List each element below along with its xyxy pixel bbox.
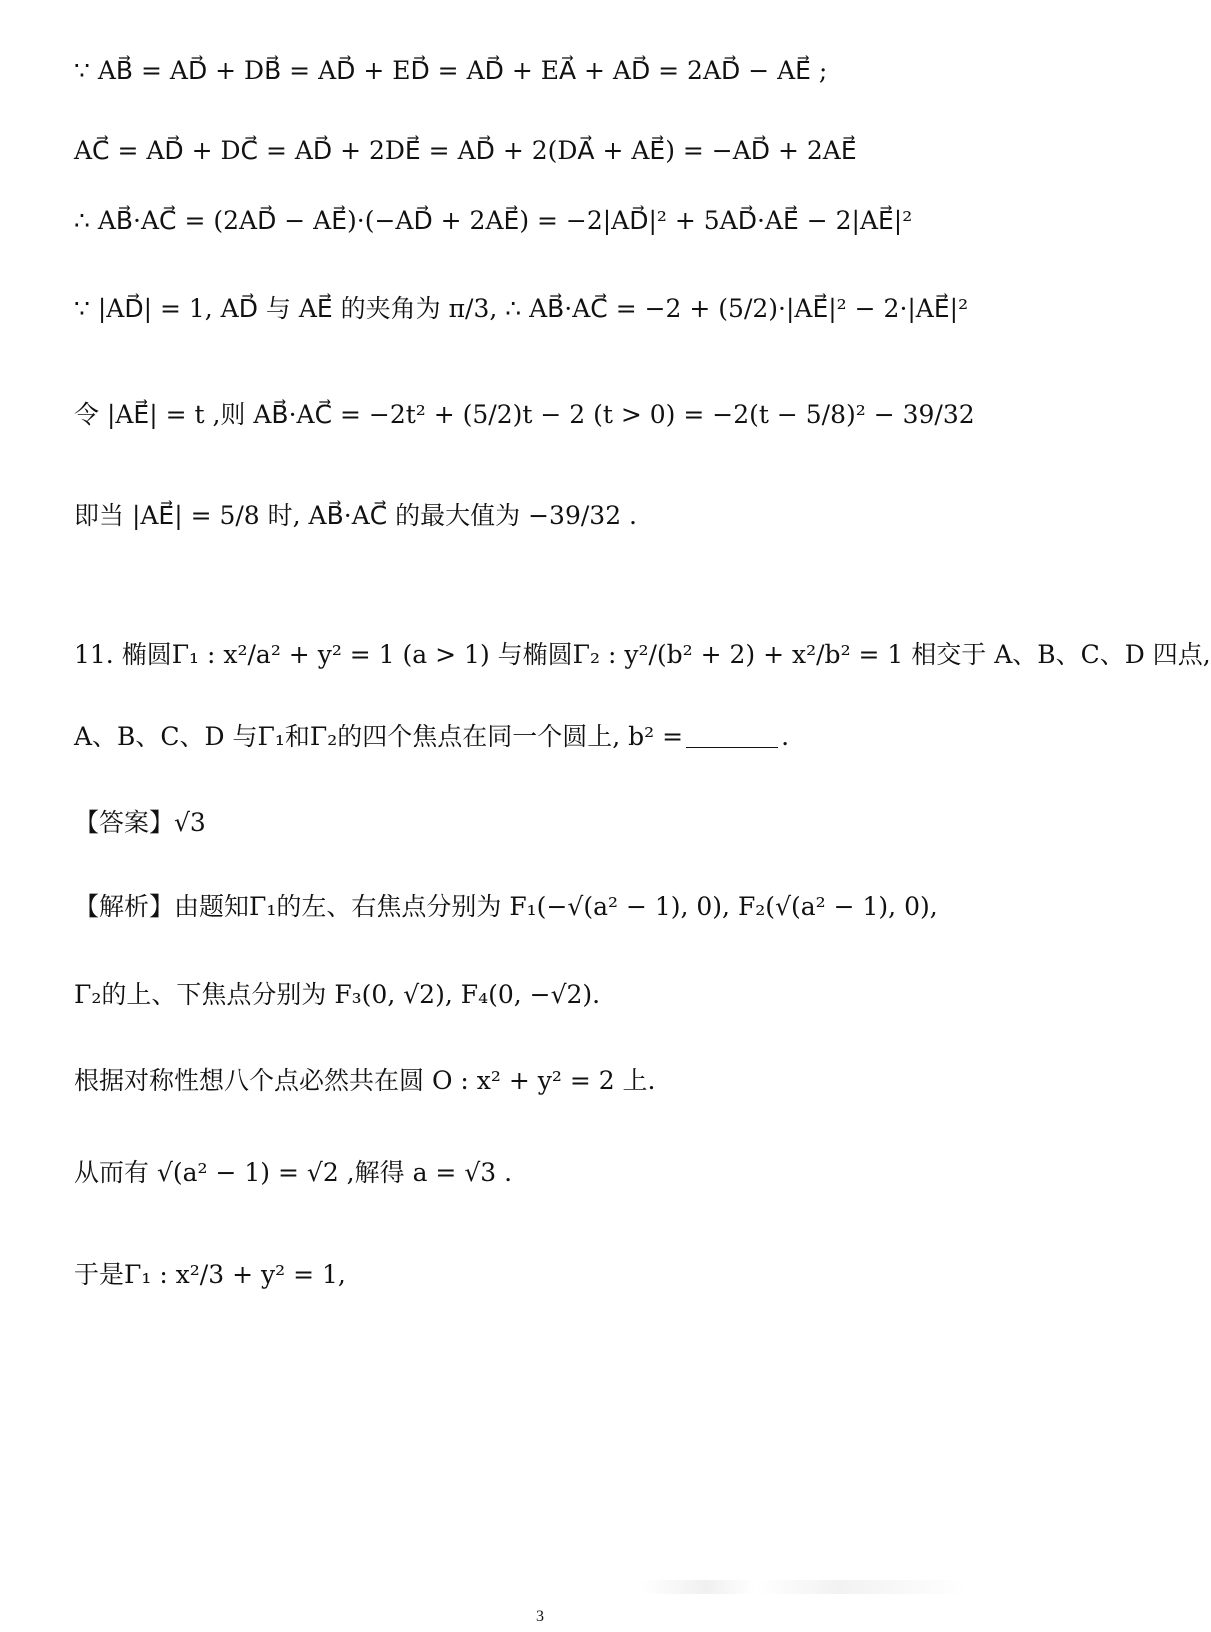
- analysis-line-5: 于是Γ₁ : x²/3 + y² = 1,: [74, 1260, 346, 1289]
- scan-artifact: [640, 1580, 970, 1594]
- analysis-line-1: 【解析】由题知Γ₁的左、右焦点分别为 F₁(−√(a² − 1), 0), F₂(√(a² − 1), 0),: [74, 892, 938, 921]
- analysis-line-2: Γ₂的上、下焦点分别为 F₃(0, √2), F₄(0, −√2).: [74, 980, 601, 1009]
- solution-line-6: 即当 |AE⃗| = 5/8 时, AB⃗·AC⃗ 的最大值为 −39/32 .: [74, 501, 638, 530]
- solution-line-1: ∵ AB⃗ = AD⃗ + DB⃗ = AD⃗ + ED⃗ = AD⃗ + EA⃗ + AD⃗ = 2AD⃗ − AE⃗ ;: [74, 56, 828, 85]
- analysis-line-4: 从而有 √(a² − 1) = √2 ,解得 a = √3 .: [74, 1158, 513, 1187]
- answer-blank: [686, 725, 778, 748]
- solution-line-5: 令 |AE⃗| = t ,则 AB⃗·AC⃗ = −2t² + (5/2)t − 2 (t > 0) = −2(t − 5/8)² − 39/32: [74, 400, 975, 429]
- solution-line-3: ∴ AB⃗·AC⃗ = (2AD⃗ − AE⃗)·(−AD⃗ + 2AE⃗) = −2|AD⃗|² + 5AD⃗·AE⃗ − 2|AE⃗|²: [74, 206, 913, 235]
- analysis-line-3: 根据对称性想八个点必然共在圆 O : x² + y² = 2 上.: [74, 1066, 656, 1095]
- solution-line-4: ∵ |AD⃗| = 1, AD⃗ 与 AE⃗ 的夹角为 π/3, ∴ AB⃗·AC⃗ = −2 + (5/2)·|AE⃗|² − 2·|AE⃗|²: [74, 294, 969, 323]
- answer-line: 【答案】√3: [74, 808, 206, 837]
- page-number: 3: [536, 1608, 544, 1625]
- problem-11-statement: 11. 椭圆Γ₁ : x²/a² + y² = 1 (a > 1) 与椭圆Γ₂ : y²/(b² + 2) + x²/b² = 1 相交于 A、B、C、D 四点,: [74, 640, 1211, 669]
- problem-11-question: A、B、C、D 与Γ₁和Γ₂的四个焦点在同一个圆上, b² = .: [74, 722, 790, 751]
- solution-line-2: AC⃗ = AD⃗ + DC⃗ = AD⃗ + 2DE⃗ = AD⃗ + 2(DA⃗ + AE⃗) = −AD⃗ + 2AE⃗: [74, 136, 857, 165]
